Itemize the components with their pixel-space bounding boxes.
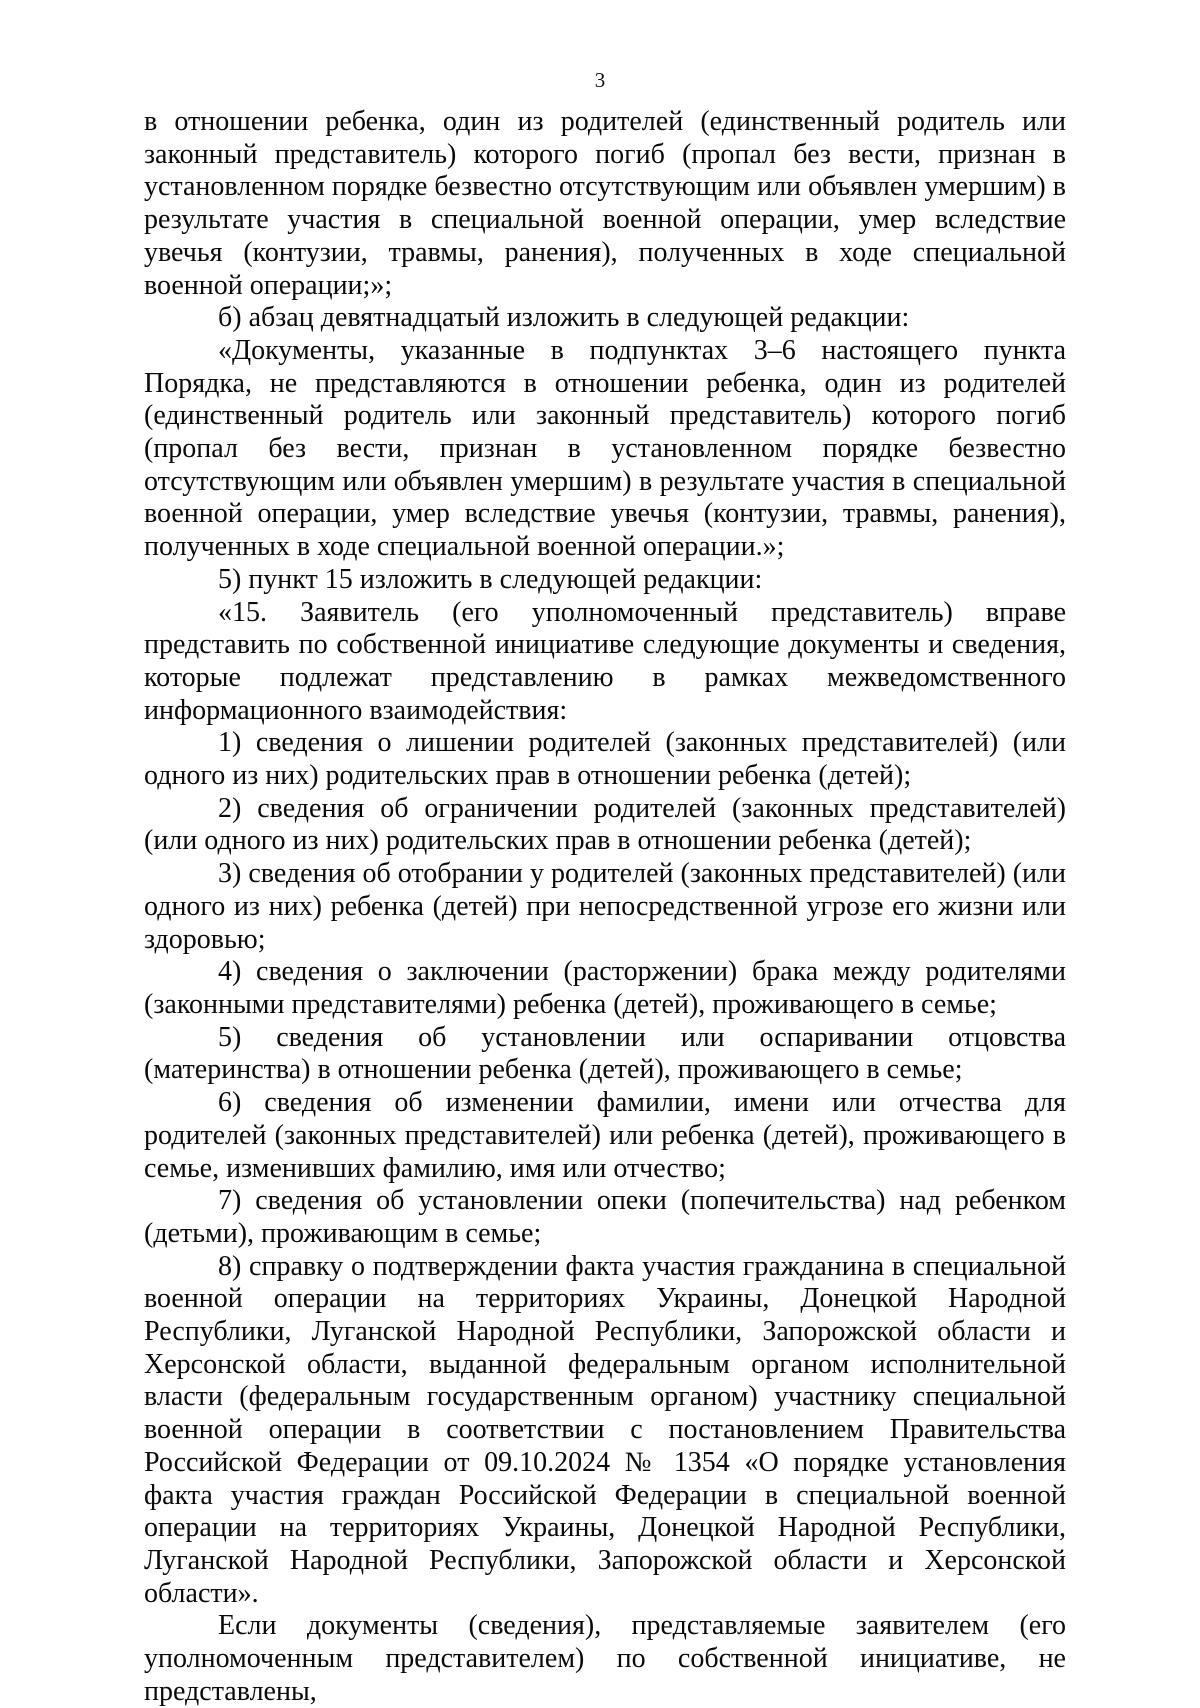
paragraph-subitem-b: б) абзац девятнадцатый изложить в следующей редакции: bbox=[218, 302, 910, 334]
paragraph-continuation: в отношении ребенка, один из родителей (единственный родитель или законный представитель) которого погиб (пропал без вести, признан в установленном порядке безвестно отсутствующим или объявлен умершим) в результате участия в специальной военной операции, умер вследствие увечья (контузии, травмы, ранения), полученных в ходе специальной военной операции;»; bbox=[144, 106, 1066, 301]
list-item-8: 8) справку о подтверждении факта участия гражданина в специальной военной операции на территориях Украины, Донецкой Народной Республики, Луганской Народной Республики, Запорожской области и Херсонской области, выданной федеральным органом исполнительной власти (федеральным государственным органом) участнику специальной военной операции в соответствии с постановлением Правительства Российской Федерации от 09.10.2024 № 1354 «О порядке установления факта участия граждан Российской Федерации в специальной военной операции на территориях Украины, Донецкой Народной Республики, Луганской Народной Республики, Запорожской области и Херсонской области». bbox=[144, 1250, 1066, 1609]
list-item-4: 4) сведения о заключении (расторжении) брака между родителями (законными представителями) ребенка (детей), проживающего в семье; bbox=[144, 956, 1066, 1020]
document-body bbox=[144, 106, 1066, 1708]
list-item-5: 5) сведения об установлении или оспаривании отцовства (материнства) в отношении ребенка (детей), проживающего в семье; bbox=[144, 1021, 1066, 1086]
list-item-2: 2) сведения об ограничении родителей (законных представителей) (или одного из них) родительских прав в отношении ребенка (детей); bbox=[144, 792, 1066, 857]
list-item-7: 7) сведения об установлении опеки (попечительства) над ребенком (детьми), проживающим в семье; bbox=[144, 1185, 1066, 1249]
list-item-1: 1) сведения о лишении родителей (законных представителей) (или одного из них) родительских прав в отношении ребенка (детей); bbox=[144, 727, 1066, 792]
paragraph-quoted-documents: «Документы, указанные в подпунктах 3–6 настоящего пункта Порядка, не представляются в отношении ребенка, один из родителей (единственный родитель или законный представитель) которого погиб (пропал без вести, признан в установленном порядке безвестно отсутствующим или объявлен умершим) в результате участия в специальной военной операции, умер вследствие увечья (контузии, травмы, ранения), полученных в ходе специальной военной операции.»; bbox=[144, 334, 1066, 563]
list-item-6: 6) сведения об изменении фамилии, имени или отчества для родителей (законных представителей) или ребенка (детей), проживающего в семье, изменивших фамилию, имя или отчество; bbox=[144, 1087, 1066, 1184]
paragraph-if-documents: Если документы (сведения), представляемые заявителем (его уполномоченным представителем) по собственной инициативе, не представлены, bbox=[144, 1610, 1066, 1707]
page-number: 3 bbox=[594, 68, 606, 92]
paragraph-point-15: «15. Заявитель (его уполномоченный представитель) вправе представить по собственной инициативе следующие документы и сведения, которые подлежат представлению в рамках межведомственного информационного взаимодействия: bbox=[144, 596, 1066, 726]
paragraph-item-5: 5) пункт 15 изложить в следующей редакции: bbox=[218, 563, 763, 595]
list-item-3: 3) сведения об отобрании у родителей (законных представителей) (или одного из них) ребенка (детей) при непосредственной угрозе его жизни или здоровью; bbox=[144, 858, 1066, 955]
